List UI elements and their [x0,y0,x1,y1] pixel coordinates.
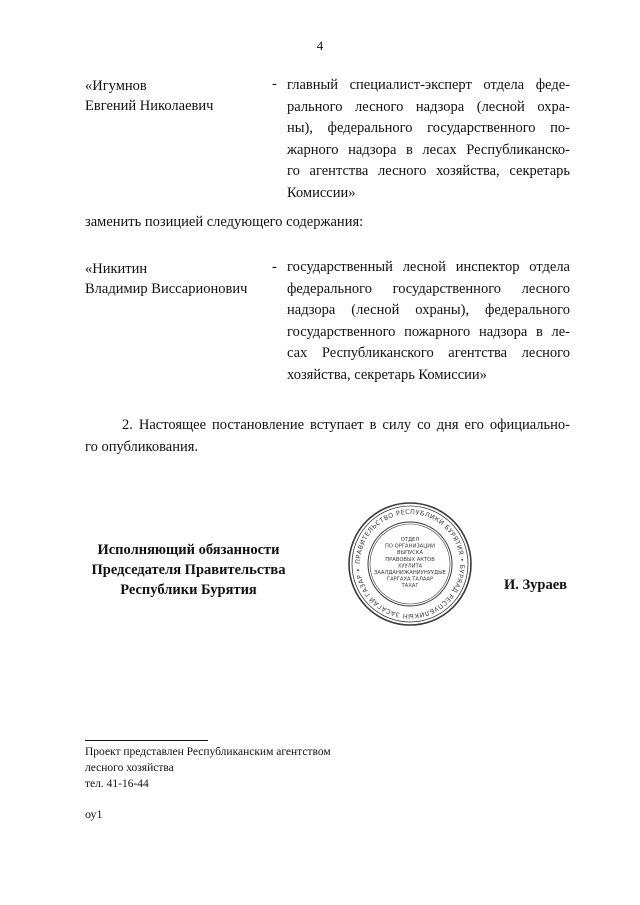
paragraph-2-line: 2. Настоящее постановление вступает в силу со дня его официально- [122,417,570,433]
new-entry-desc-line: сах Республиканского агентства лесного [287,345,570,361]
old-entry-desc-line: Комиссии» [287,184,356,201]
official-seal [346,500,474,628]
new-entry-desc-line: государственного пожарного надзора в ле- [287,323,570,340]
new-entry-desc-line: государственный лесной инспектор отдела [287,259,570,275]
seal-inner-line: ПО ОРГАНИЗАЦИИ [384,543,436,550]
seal-inner-line: ТАХАГ [401,583,419,590]
new-entry-desc-line: надзора (лесной охраны), федерального [287,302,570,318]
old-entry-desc-line: го агентства лесного хозяйства, секретарь [287,163,570,179]
page-number: 4 [316,38,324,53]
seal-inner-line: ОТДЕЛ [400,537,420,543]
signer-title-line: Республики Бурятия [120,582,257,598]
signer-title-line: Председателя Правительства [91,562,286,578]
new-entry-name [85,259,247,299]
signer-title-line: Исполняющий обязанности [97,542,280,558]
old-entry-desc-line: жарного надзора в лесах Республиканско- [287,141,570,158]
seal-ring-textpath: ПРАВИТЕЛЬСТВО РЕСПУБЛИКИ БУРЯТИЯ • БУРЯАД РЕСПУБЛИКЫН ЗАСАГАЙ ГАЗАР • [353,507,467,621]
seal-inner-line: ВЫПУСКА [396,550,424,557]
old-entry-description [287,75,570,204]
seal-inner-text [374,537,446,589]
seal-inner-line: ГАРГАХА ТАЛААР [386,576,434,583]
footnote-line: тел. 41-16-44 [85,778,149,790]
old-entry-name-line: «Игумнов [85,78,147,94]
new-entry-dash: - [272,259,277,275]
old-entry-name-line: Евгений Николаевич [85,98,214,114]
paragraph-2 [85,414,570,458]
new-entry-description [287,257,570,386]
seal-inner-line: ХУУЛИТА [397,563,423,570]
new-entry-desc-line: хозяйства, секретарь Комиссии» [287,366,487,383]
footnote-line: Проект представлен Республиканским агентством [85,746,331,758]
old-entry-desc-line: главный специалист-эксперт отдела феде- [287,77,570,93]
new-entry-name-line: «Никитин [85,261,148,277]
paragraph-2-line: го опубликования. [85,439,199,455]
footnote-line: лесного хозяйства [85,762,174,774]
old-entry-desc-line: рального лесного надзора (лесной охра- [287,98,570,115]
footnote [85,744,331,792]
new-entry-name-line: Владимир Виссарионович [85,281,248,297]
replace-instruction: заменить позицией следующего содержания: [85,214,364,230]
old-entry-dash: - [272,76,277,92]
footnote-divider [85,740,208,741]
document-code: оу1 [85,807,103,821]
old-entry-desc-line: ны), федерального государственного по- [287,120,570,136]
signature-name: И. Зураев [504,577,568,593]
signer-title [66,540,311,600]
seal-inner-line: ПРАВОВЫХ АКТОВ [385,556,435,563]
old-entry-name [85,76,213,116]
seal-inner-line: ЗААЛДАНИЖАНИУНУУДЫЕ [374,570,446,576]
new-entry-desc-line: федерального государственного лесного [287,280,570,297]
